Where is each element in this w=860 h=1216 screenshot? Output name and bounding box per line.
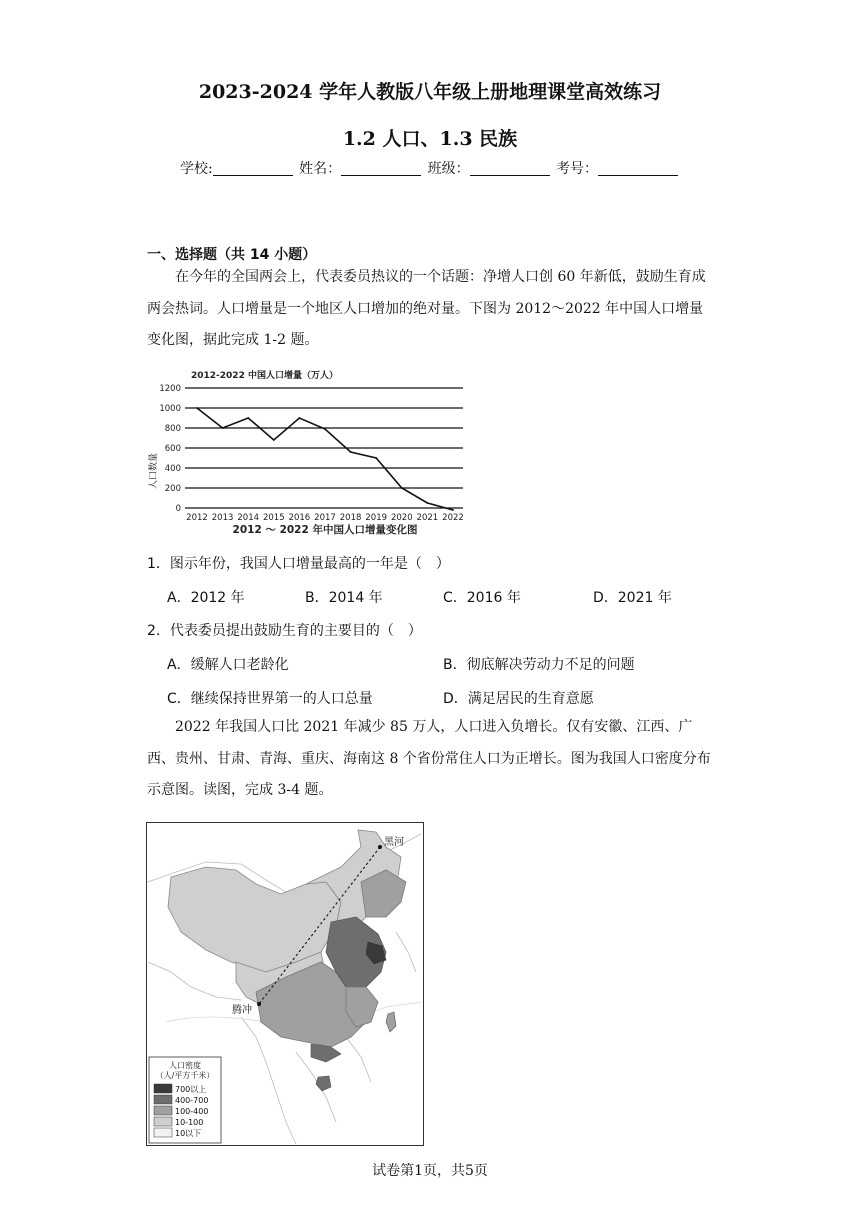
q2-option-b[interactable]: B．彻底解决劳动力不足的问题: [443, 657, 635, 673]
legend-unit: （人/平方千米）: [155, 1071, 215, 1080]
field-label-class: 班级：: [427, 161, 470, 177]
chart-caption: 2012 ～ 2022 年中国人口增量变化图: [232, 524, 418, 536]
legend-label: 700以上: [175, 1085, 207, 1094]
y-tick-label: 0: [175, 504, 181, 514]
exam-subtitle: 1.2 人口、1.3 民族: [342, 128, 518, 150]
class-blank[interactable]: [470, 161, 550, 176]
tengchong-point: [257, 1002, 261, 1006]
data-point: [222, 427, 224, 429]
data-point: [196, 407, 198, 409]
section-title: 一、选择题（共 14 小题）: [147, 247, 317, 263]
field-label-school: 学校:: [179, 161, 213, 177]
x-tick-label: 2018: [339, 513, 362, 523]
heihe-point: [378, 845, 382, 849]
page-footer: 试卷第1页，共5页: [372, 1163, 488, 1179]
data-point: [247, 417, 249, 419]
q1-option-c[interactable]: C．2016 年: [443, 590, 521, 606]
y-tick-label: 600: [164, 444, 181, 454]
q2-option-a[interactable]: A．缓解人口老龄化: [167, 657, 289, 673]
x-tick-label: 2014: [237, 513, 260, 523]
data-point: [401, 487, 403, 489]
x-tick-label: 2021: [416, 513, 439, 523]
x-tick-label: 2015: [262, 513, 285, 523]
x-tick-label: 2016: [288, 513, 311, 523]
x-tick-label: 2017: [314, 513, 336, 523]
chart-title: 2012-2022 中国人口增量（万人）: [191, 371, 338, 381]
question-2-stem: 2．代表委员提出鼓励生育的主要目的（ ）: [147, 623, 422, 639]
student-info-line: [0, 158, 860, 178]
legend-title: 人口密度: [169, 1061, 201, 1070]
q2-option-c[interactable]: C．继续保持世界第一的人口总量: [167, 691, 373, 707]
data-point: [427, 502, 429, 504]
question-1-stem: 1．图示年份，我国人口增量最高的一年是（ ）: [147, 556, 450, 572]
legend-label: 10以下: [175, 1129, 202, 1138]
legend-swatch: [154, 1128, 172, 1137]
y-tick-label: 800: [164, 424, 181, 434]
y-tick-label: 200: [164, 484, 181, 494]
city-label-tengchong: 腾冲: [232, 1005, 252, 1016]
city-label-heihe: 黑河: [384, 837, 404, 848]
exam-no-blank[interactable]: [598, 161, 678, 176]
q1-option-b[interactable]: B．2014 年: [305, 590, 383, 606]
name-blank[interactable]: [341, 161, 421, 176]
chart-ylabel: 人口数量: [149, 452, 159, 490]
population-density-map: [146, 822, 424, 1146]
x-tick-label: 2012: [186, 513, 208, 523]
school-blank[interactable]: [213, 161, 293, 176]
data-point: [350, 451, 352, 453]
x-tick-label: 2022: [442, 513, 464, 523]
legend-label: 400-700: [175, 1096, 209, 1105]
exam-title: 2023-2024 学年人教版八年级上册地理课堂高效练习: [198, 81, 662, 103]
passage-2: 2022 年我国人口比 2021 年减少 85 万人，人口进入负增长。仅有安徽、江西、广西、贵州、甘肃、青海、重庆、海南这 8 个省份常住人口为正增长。图为我国人口密度分布示意图。读图，完成 3-4 题。: [147, 719, 711, 798]
q1-option-a[interactable]: A．2012 年: [167, 590, 245, 606]
data-point: [375, 457, 377, 459]
population-increase-chart: [147, 364, 477, 539]
x-tick-label: 2013: [211, 513, 234, 523]
data-point: [299, 417, 301, 419]
data-point: [273, 439, 275, 441]
legend-label: 10-100: [175, 1118, 204, 1127]
series-line: [197, 408, 453, 510]
passage-1: 在今年的全国两会上，代表委员热议的一个话题：净增人口创 60 年新低，鼓励生育成两会热词。人口增量是一个地区人口增加的绝对量。下图为 2012～2022 年中国人口增量变化图，据此完成 1-2 题。: [147, 269, 706, 348]
data-point: [452, 509, 454, 511]
data-point: [324, 428, 326, 430]
y-tick-label: 400: [164, 464, 181, 474]
legend-swatch: [154, 1106, 172, 1115]
field-label-name: 姓名：: [299, 161, 342, 177]
y-tick-label: 1000: [159, 404, 181, 414]
legend-swatch: [154, 1084, 172, 1093]
x-tick-label: 2020: [390, 513, 413, 523]
legend-label: 100-400: [175, 1107, 209, 1116]
map-legend: [149, 1057, 221, 1143]
legend-swatch: [154, 1095, 172, 1104]
x-tick-label: 2019: [365, 513, 388, 523]
field-label-exam-no: 考号：: [556, 161, 599, 177]
q2-option-d[interactable]: D．满足居民的生育意愿: [443, 691, 594, 707]
legend-swatch: [154, 1117, 172, 1126]
q1-option-d[interactable]: D．2021 年: [593, 590, 672, 606]
y-tick-label: 1200: [159, 384, 181, 394]
